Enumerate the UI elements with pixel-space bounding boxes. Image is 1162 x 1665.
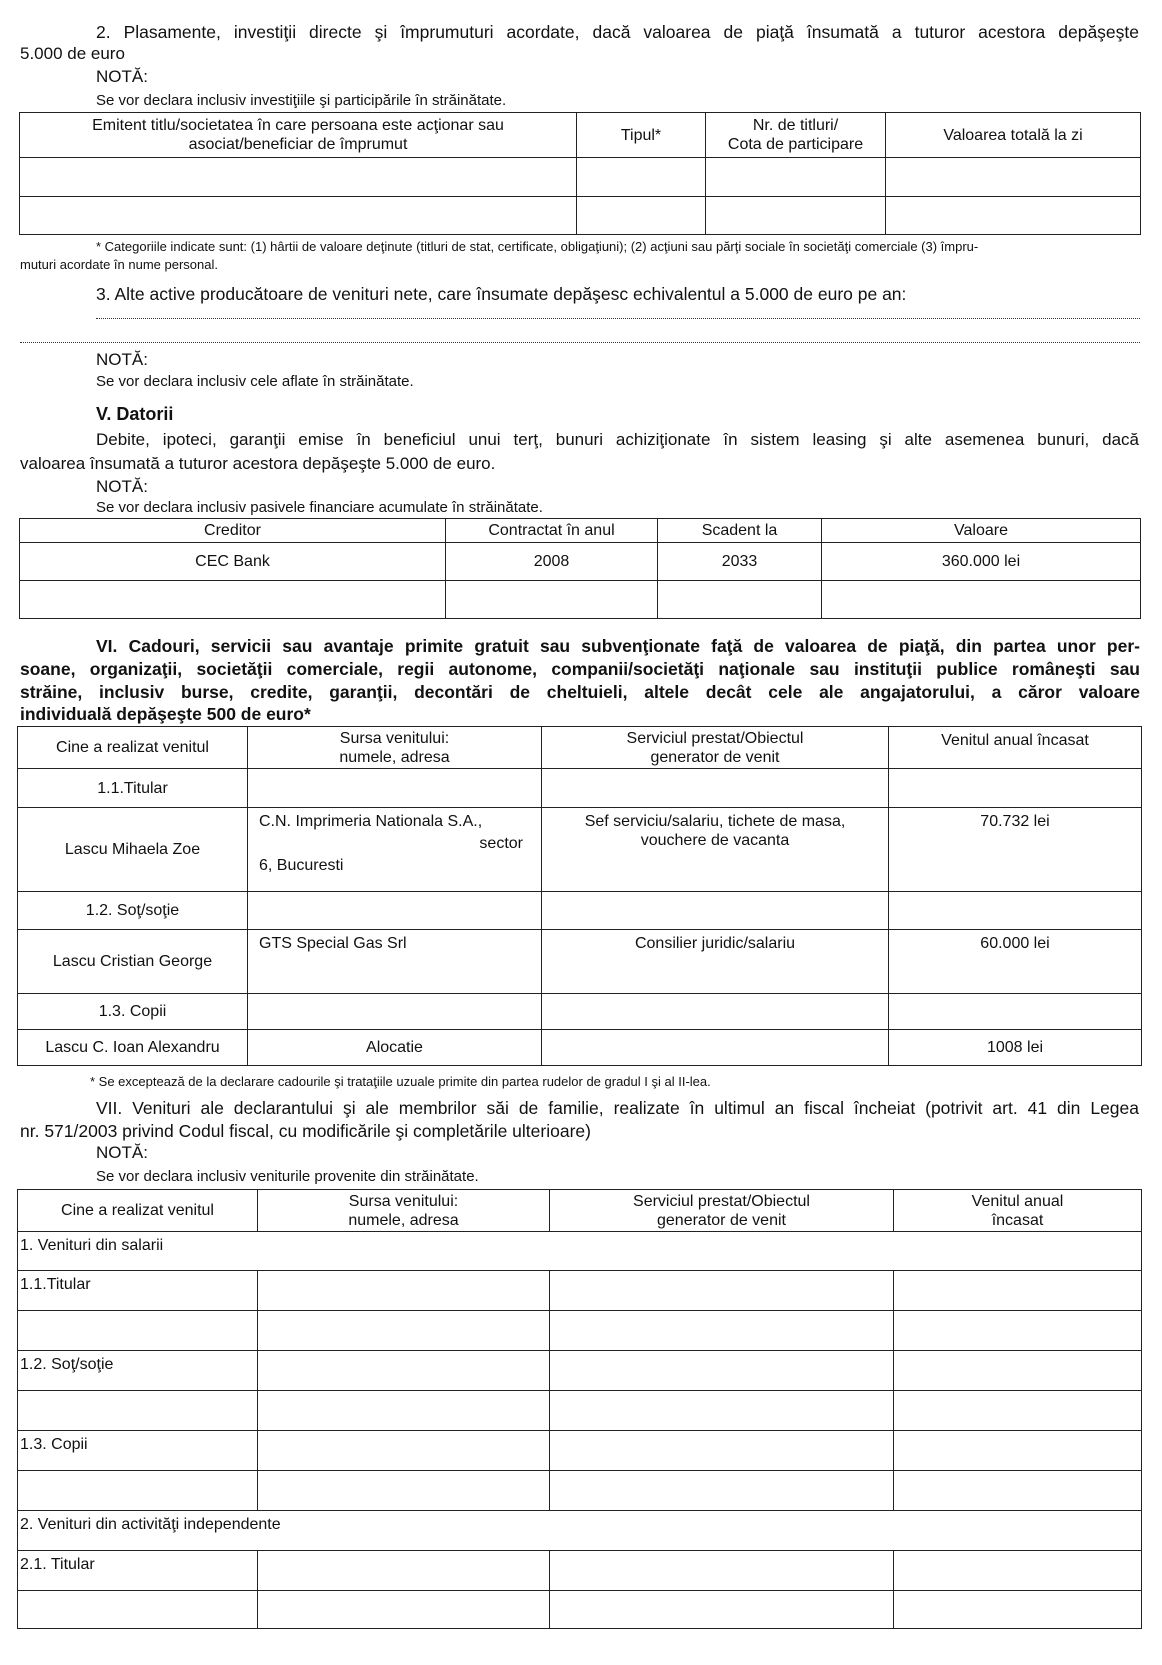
header-cell: Emitent titlu/societatea în care persoana este acţionar sau asociat/beneficiar de împrumut <box>20 113 577 158</box>
footnote: muturi acordate în nume personal. <box>20 257 218 272</box>
table-cell: Lascu C. Ioan Alexandru <box>18 1030 248 1066</box>
header-cell: Contractat în anul <box>446 519 658 543</box>
table-row <box>18 1351 1142 1391</box>
table-row <box>18 1391 1142 1431</box>
table-cell: 1008 lei <box>889 1030 1142 1066</box>
header-cell: Serviciul prestat/Obiectul generator de venit <box>550 1190 894 1232</box>
table-cell: 2033 <box>658 543 822 581</box>
nota-label: NOTĂ: <box>96 1143 148 1162</box>
table-row <box>18 930 1142 994</box>
table-row <box>18 892 1142 930</box>
category-label: 2. Venituri din activităţi independente <box>18 1511 1142 1551</box>
table-row <box>18 1030 1142 1066</box>
header-cell: Tipul* <box>577 113 706 158</box>
header-cell: Nr. de titluri/ Cota de participare <box>706 113 886 158</box>
table-row <box>18 1471 1142 1511</box>
table-row <box>20 581 1141 619</box>
investments-table <box>19 112 1141 235</box>
table-cell: 60.000 lei <box>889 930 1142 994</box>
nota-text: Se vor declara inclusiv investiţiile şi participările în străinătate. <box>96 92 507 109</box>
row-label: 1.1.Titular <box>18 769 248 808</box>
fill-line <box>20 342 1140 343</box>
income-table <box>17 1189 1142 1629</box>
nota-label: NOTĂ: <box>96 477 148 496</box>
table-cell: Consilier juridic/salariu <box>542 930 889 994</box>
header-cell: Valoare <box>822 519 1141 543</box>
sec-vi-line4: individuală depăşeşte 500 de euro* <box>20 704 311 724</box>
nota-text: Se vor declara inclusiv veniturile provenite din străinătate. <box>96 1168 479 1185</box>
table-row <box>18 1311 1142 1351</box>
row-label: 2.1. Titular <box>18 1551 258 1591</box>
header-cell: Venitul anual încasat <box>889 727 1142 769</box>
sec-vi-line3: străine, inclusiv burse, credite, garanţii, decontări de cheltuieli, altele decât cele ale angajatorului, a căror valoare <box>20 682 1140 702</box>
table-cell: 360.000 lei <box>822 543 1141 581</box>
footnote: * Se exceptează de la declarare cadourile şi trataţiile uzuale primite din partea rudelor de gradul I şi al II-lea. <box>90 1074 711 1089</box>
sec-v-line1: Debite, ipoteci, garanţii emise în beneficiul unui terţ, bunuri achiziţionate în sistem leasing şi alte asemenea bunuri, dacă <box>96 430 1139 449</box>
table-header-row <box>18 1190 1142 1232</box>
footnote: * Categoriile indicate sunt: (1) hârtii de valoare deţinute (titluri de stat, certificate, obligaţiuni); (2) acţiuni sau părţi sociale în societăţi comerciale (3) împru- <box>96 239 979 254</box>
table-row <box>18 808 1142 892</box>
table-row <box>20 197 1141 235</box>
table-cell: Lascu Mihaela Zoe <box>18 808 248 892</box>
header-cell: Creditor <box>20 519 446 543</box>
header-cell: Venitul anual încasat <box>894 1190 1142 1232</box>
sec-vii-line1: VII. Venituri ale declarantului şi ale membrilor săi de familie, realizate în ultimul an fiscal încheiat (potrivit art. 41 din Legea <box>96 1098 1139 1118</box>
table-header-row <box>18 727 1142 769</box>
category-row <box>18 1511 1142 1551</box>
table-row <box>18 1271 1142 1311</box>
table-row <box>20 158 1141 197</box>
header-cell: Sursa venitului: numele, adresa <box>248 727 542 769</box>
table-cell: 2008 <box>446 543 658 581</box>
row-label: 1.2. Soţ/soţie <box>18 892 248 930</box>
sec-vi-line2: soane, organizaţii, societăţii comerciale, regii autonome, companii/societăţi naţionale sau instituţii publice româneşti sau <box>20 659 1140 679</box>
sec-iv2-line2: 5.000 de euro <box>20 44 125 63</box>
table-cell: 70.732 lei <box>889 808 1142 892</box>
debts-table <box>19 518 1141 619</box>
category-row <box>18 1232 1142 1271</box>
row-label: 1.3. Copii <box>18 994 248 1030</box>
table-row <box>18 1431 1142 1471</box>
nota-text: Se vor declara inclusiv cele aflate în străinătate. <box>96 373 414 390</box>
table-row <box>18 1551 1142 1591</box>
category-label: 1. Venituri din salarii <box>18 1232 1142 1271</box>
row-label: 1.1.Titular <box>18 1271 258 1311</box>
row-label: 1.3. Copii <box>18 1431 258 1471</box>
header-cell: Sursa venitului: numele, adresa <box>258 1190 550 1232</box>
table-cell: CEC Bank <box>20 543 446 581</box>
table-row <box>20 543 1141 581</box>
table-cell: Sef serviciu/salariu, tichete de masa, vouchere de vacanta <box>542 808 889 892</box>
section-title: V. Datorii <box>96 404 174 424</box>
table-cell: GTS Special Gas Srl <box>248 930 542 994</box>
sec-vii-line2: nr. 571/2003 privind Codul fiscal, cu modificările şi completările ulterioare) <box>20 1121 591 1141</box>
fill-line <box>96 318 1140 319</box>
nota-label: NOTĂ: <box>96 67 148 86</box>
nota-text: Se vor declara inclusiv pasivele financiare acumulate în străinătate. <box>96 499 543 516</box>
sec-iv3-line1: 3. Alte active producătoare de venituri nete, care însumate depăşesc echivalentul a 5.000 de euro pe an: <box>96 284 907 304</box>
sec-iv2-line1: 2. Plasamente, investiţii directe şi împrumuturi acordate, dacă valoarea de piaţă însumată a tuturor acestora depăşeşte <box>96 22 1139 42</box>
header-cell: Cine a realizat venitul <box>18 1190 258 1232</box>
gifts-table <box>17 726 1142 1066</box>
table-header-row <box>20 519 1141 543</box>
table-row <box>18 769 1142 808</box>
header-cell: Valoarea totală la zi <box>886 113 1141 158</box>
sec-v-line2: valoarea însumată a tuturor acestora depăşeşte 5.000 de euro. <box>20 454 496 473</box>
nota-label: NOTĂ: <box>96 350 148 369</box>
table-header-row <box>20 113 1141 158</box>
row-label: 1.2. Soţ/soţie <box>18 1351 258 1391</box>
header-cell: Serviciul prestat/Obiectul generator de venit <box>542 727 889 769</box>
sec-vi-line1: VI. Cadouri, servicii sau avantaje primite gratuit sau subvenţionate faţă de valoarea de piaţă, din partea unor per- <box>96 636 1140 656</box>
table-cell: C.N. Imprimeria Nationala S.A., sector 6, Bucuresti <box>248 808 542 892</box>
table-cell: Lascu Cristian George <box>18 930 248 994</box>
header-cell: Scadent la <box>658 519 822 543</box>
table-row <box>18 994 1142 1030</box>
table-cell: Alocatie <box>248 1030 542 1066</box>
table-row <box>18 1591 1142 1629</box>
header-cell: Cine a realizat venitul <box>18 727 248 769</box>
